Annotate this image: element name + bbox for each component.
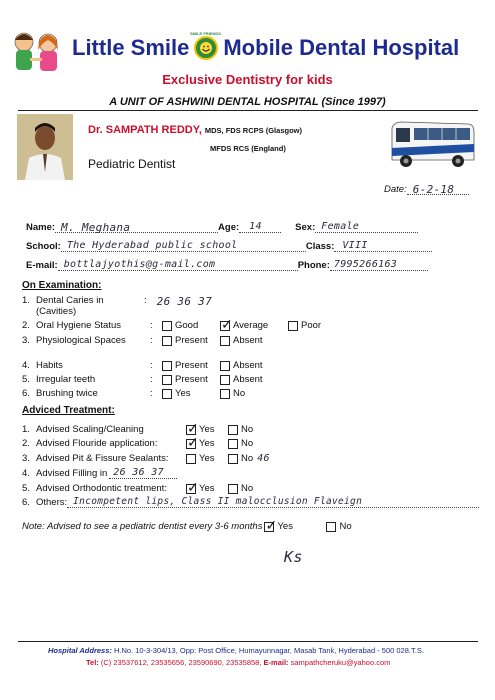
phone-value: 7995266163 — [330, 259, 428, 271]
email-value: bottlajyothis@g-mail.com — [58, 259, 298, 271]
date-field — [384, 183, 469, 195]
school-label: School: — [26, 241, 61, 252]
note-yes-checkbox[interactable] — [264, 522, 274, 532]
patient-row-name — [26, 221, 478, 233]
unit-line: A UNIT OF ASHWINI DENTAL HOSPITAL (Since 1997) — [109, 96, 386, 108]
filling-value: 26 36 37 — [109, 467, 177, 479]
subtitle: Exclusive Dentistry for kids — [162, 72, 333, 87]
signature: Ks — [284, 548, 303, 566]
exam-habits-label: Habits — [36, 360, 63, 371]
ortho-no-checkbox[interactable] — [228, 484, 238, 494]
bus-image — [388, 118, 476, 170]
exam-hygiene-label: Oral Hygiene Status — [36, 320, 122, 331]
habits-present-checkbox[interactable] — [162, 361, 172, 371]
doctor-title: Pediatric Dentist — [88, 157, 176, 171]
treatment-item-1: 1. Advised Scaling/Cleaning ✓ Yes No — [22, 424, 253, 435]
footer-contact: Tel: (C) 23537612, 23535656, 23590690, 23535858, E-mail: sampathcheruku@yahoo.com — [86, 658, 391, 667]
class-value: VIII — [334, 240, 432, 252]
name-label: Name: — [26, 222, 56, 233]
exam-caries-label: Dental Caries in (Cavities) — [36, 295, 104, 317]
treatment-item-4: 4. Advised Filling in 26 36 37 — [22, 467, 177, 479]
sealants-note: 46 — [257, 453, 270, 464]
header-divider — [18, 110, 478, 111]
flouride-yes-checkbox[interactable] — [186, 439, 196, 449]
note-no-checkbox[interactable] — [326, 522, 336, 532]
note-row: Note: Advised to see a pediatric dentist every 3-6 months ✓ Yes No — [22, 521, 352, 532]
ortho-yes-checkbox[interactable] — [186, 484, 196, 494]
brushing-no-checkbox[interactable] — [220, 389, 230, 399]
hygiene-good-checkbox[interactable] — [162, 321, 172, 331]
doctor-photo — [17, 114, 73, 180]
treatment-item-3: 3. Advised Pit & Fissure Sealants: Yes No 46 — [22, 453, 270, 464]
title-right: Mobile Dental Hospital — [223, 35, 460, 60]
examination-title: On Examination: — [22, 280, 102, 291]
sex-value: Female — [315, 221, 418, 233]
footer-address: Hospital Address: H.No. 10-3-304/13, Opp: Post Office, Humayunnagar, Masab Tank, Hyderabad - 500 028.T.S. — [48, 646, 424, 655]
exam-item-5: 5. Irregular teeth : Present Absent — [22, 374, 263, 385]
exam-item-4: 4. Habits : Present Absent — [22, 360, 263, 371]
age-value: 14 — [239, 221, 281, 233]
date-label: Date: — [384, 184, 407, 195]
exam-item-2: 2. Oral Hygiene Status : Good ✓ Average Poor — [22, 320, 321, 331]
treatment-item-6: 6. Others: Incompetent lips, Class II malocclusion Flaveign — [22, 496, 479, 508]
brushing-yes-checkbox[interactable] — [162, 389, 172, 399]
others-value: Incompetent lips, Class II malocclusion Flaveign — [67, 496, 479, 508]
note-text: Note: Advised to see a pediatric dentist every 3-6 months — [22, 521, 263, 532]
sealants-no-checkbox[interactable] — [228, 454, 238, 464]
exam-item-1: 1. Dental Caries in (Cavities) : 26 36 37 — [22, 295, 213, 317]
class-label: Class: — [305, 241, 335, 252]
exam-brushing-label: Brushing twice — [36, 388, 98, 399]
habits-absent-checkbox[interactable] — [220, 361, 230, 371]
exam-spaces-label: Physiological Spaces — [36, 335, 126, 346]
hospital-title — [72, 33, 482, 63]
spaces-absent-checkbox[interactable] — [220, 336, 230, 346]
email-label: E-mail: — [26, 260, 58, 271]
name-value: M. Meghana — [55, 221, 218, 233]
doctor-quals-1: MDS, FDS RCPS (Glasgow) — [204, 126, 302, 135]
spaces-present-checkbox[interactable] — [162, 336, 172, 346]
hygiene-poor-checkbox[interactable] — [288, 321, 298, 331]
footer-divider — [18, 641, 478, 642]
sealants-yes-checkbox[interactable] — [186, 454, 196, 464]
treatment-title: Adviced Treatment: — [22, 405, 115, 416]
school-value: The Hyderabad public school — [61, 240, 306, 252]
date-value: 6-2-18 — [407, 183, 469, 195]
exam-item-3: 3. Physiological Spaces : Present Absent — [22, 335, 263, 346]
hygiene-average-checkbox[interactable] — [220, 321, 230, 331]
irregular-present-checkbox[interactable] — [162, 375, 172, 385]
sex-label: Sex: — [295, 222, 316, 233]
irregular-absent-checkbox[interactable] — [220, 375, 230, 385]
doctor-quals-2: MFDS RCS (England) — [210, 144, 286, 153]
doctor-info — [88, 124, 302, 136]
exam-irregular-label: Irregular teeth — [36, 374, 96, 385]
exam-item-6: 6. Brushing twice : Yes No — [22, 388, 246, 399]
age-label: Age: — [218, 222, 240, 233]
badge-text: SMILE FRIENDS — [190, 31, 221, 36]
flouride-no-checkbox[interactable] — [228, 439, 238, 449]
smile-badge-icon — [194, 36, 218, 60]
patient-row-school — [26, 240, 478, 252]
phone-label: Phone: — [297, 260, 330, 271]
scaling-no-checkbox[interactable] — [228, 425, 238, 435]
treatment-item-5: 5. Advised Orthodontic treatment: ✓ Yes No — [22, 483, 253, 494]
doctor-name: Dr. SAMPATH REDDY, — [88, 124, 202, 136]
exam-caries-value: 26 36 37 — [156, 295, 213, 308]
patient-row-email — [26, 259, 478, 271]
treatment-item-2: 2. Advised Flouride application: ✓ Yes No — [22, 438, 253, 449]
title-left: Little Smile — [72, 35, 190, 60]
